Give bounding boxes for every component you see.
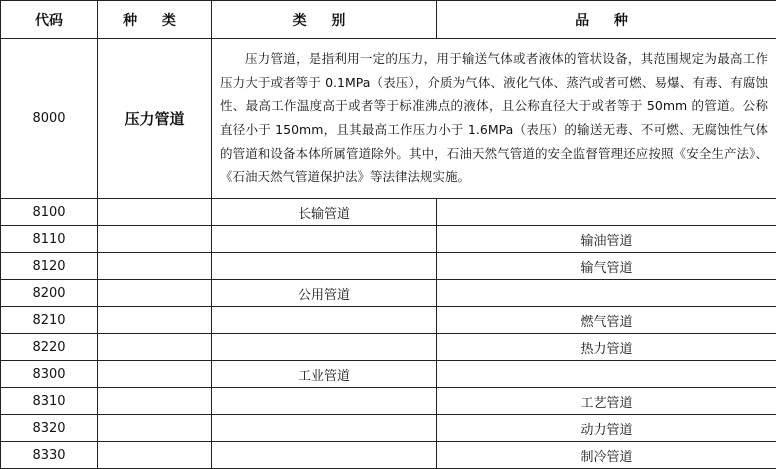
row-code: 8220	[1, 334, 98, 361]
row-category	[212, 307, 437, 334]
table-row	[1, 226, 776, 253]
row-variety	[437, 361, 776, 388]
main-kind: 压力管道	[98, 39, 212, 199]
row-category	[212, 415, 437, 442]
table-row	[1, 307, 776, 334]
row-kind	[98, 361, 212, 388]
row-category: 工业管道	[212, 361, 437, 388]
header-code: 代码	[1, 1, 98, 39]
row-kind	[98, 388, 212, 415]
row-category: 长输管道	[212, 199, 437, 226]
row-category: 公用管道	[212, 280, 437, 307]
row-code: 8100	[1, 199, 98, 226]
row-kind	[98, 280, 212, 307]
row-code: 8110	[1, 226, 98, 253]
row-variety	[437, 280, 776, 307]
row-category	[212, 253, 437, 280]
row-code: 8200	[1, 280, 98, 307]
row-variety: 输油管道	[437, 226, 776, 253]
table-row	[1, 442, 776, 469]
row-kind	[98, 415, 212, 442]
row-code: 8120	[1, 253, 98, 280]
row-kind	[98, 334, 212, 361]
row-code: 8320	[1, 415, 98, 442]
row-variety	[437, 199, 776, 226]
header-row	[1, 1, 776, 39]
table-row	[1, 361, 776, 388]
table-row	[1, 253, 776, 280]
table-row	[1, 415, 776, 442]
table-row	[1, 280, 776, 307]
row-category	[212, 226, 437, 253]
row-category	[212, 334, 437, 361]
row-code: 8310	[1, 388, 98, 415]
row-kind	[98, 307, 212, 334]
table-row	[1, 199, 776, 226]
row-kind	[98, 442, 212, 469]
row-variety: 热力管道	[437, 334, 776, 361]
row-category	[212, 442, 437, 469]
row-kind	[98, 226, 212, 253]
table-row	[1, 334, 776, 361]
row-variety: 工艺管道	[437, 388, 776, 415]
row-code: 8300	[1, 361, 98, 388]
row-variety: 制冷管道	[437, 442, 776, 469]
row-kind	[98, 199, 212, 226]
row-kind	[98, 253, 212, 280]
header-category: 类 别	[212, 1, 437, 39]
row-code: 8330	[1, 442, 98, 469]
main-row	[1, 39, 776, 199]
main-code: 8000	[1, 39, 98, 199]
row-variety: 输气管道	[437, 253, 776, 280]
header-kind: 种 类	[98, 1, 212, 39]
row-code: 8210	[1, 307, 98, 334]
main-description: 压力管道，是指利用一定的压力，用于输送气体或者液体的管状设备，其范围规定为最高工作压力大于或者等于 0.1MPa（表压），介质为气体、液化气体、蒸汽或者可燃、易爆、有毒、有腐蚀性、最高工作温度高于或者等于标准沸点的液体，且公称直径大于或者等于 50mm 的管道。公称直径小于 150mm，且其最高工作压力小于 1.6MPa（表压）的输送无毒、不可燃、无腐蚀性气体的管道和设备本体所属管道除外。其中，石油天然气管道的安全监督管理还应按照《安全生产法》、《石油天然气管道保护法》等法律法规实施。	[212, 39, 776, 199]
row-variety: 燃气管道	[437, 307, 776, 334]
header-variety: 品 种	[437, 1, 776, 39]
row-variety: 动力管道	[437, 415, 776, 442]
row-category	[212, 388, 437, 415]
table-row	[1, 388, 776, 415]
